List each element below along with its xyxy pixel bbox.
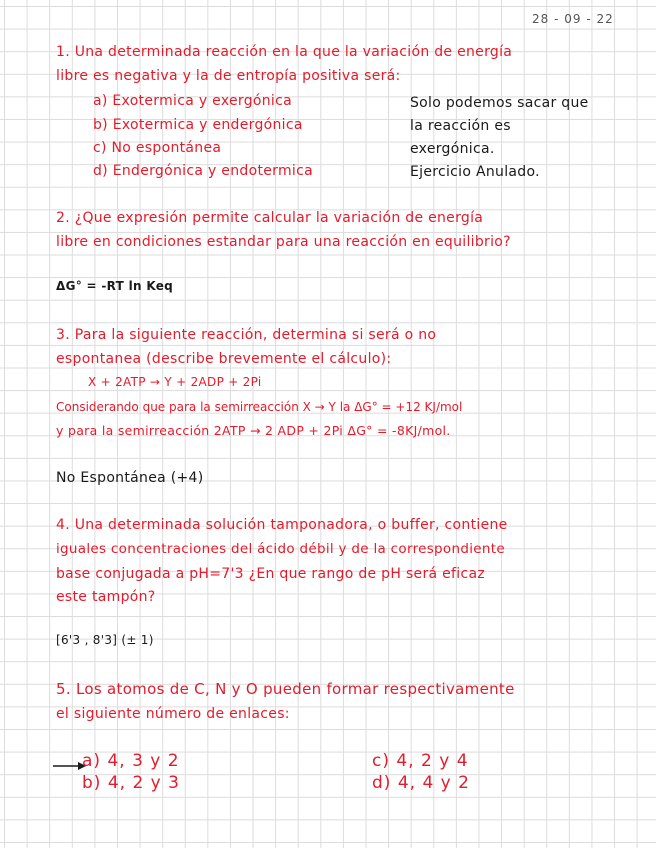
- q1-option-b: b) Exotermica y endergónica: [93, 117, 303, 133]
- q1-status: Ejercicio Anulado.: [410, 164, 540, 180]
- q1-line2: libre es negativa y la de entropía positiva será:: [56, 68, 401, 84]
- q2-answer: ΔG° = -RT ln Keq: [56, 279, 174, 293]
- q4-line3: base conjugada a pH=7'3 ¿En que rango de pH será eficaz: [56, 566, 485, 582]
- q4-line1: 4. Una determinada solución tamponadora, o buffer, contiene: [56, 517, 508, 533]
- q5-option-d: d) 4, 4 y 2: [372, 773, 470, 793]
- q5-line2: el siguiente número de enlaces:: [56, 706, 290, 722]
- q3-line4: y para la semirreacción 2ATP → 2 ADP + 2Pi ΔG° = -8KJ/mol.: [56, 423, 451, 438]
- q5-line1: 5. Los atomos de C, N y O pueden formar respectivamente: [56, 680, 515, 698]
- q3-line3: Considerando que para la semirreacción X → Y la ΔG° = +12 KJ/mol: [56, 400, 463, 414]
- q4-line4: este tampón?: [56, 589, 156, 605]
- q5-option-a: a) 4, 3 y 2: [82, 751, 180, 771]
- q1-note-1: Solo podemos sacar que: [410, 95, 589, 111]
- q5-option-b: b) 4, 2 y 3: [82, 773, 180, 793]
- q3-reaction: X + 2ATP → Y + 2ADP + 2Pi: [88, 375, 262, 389]
- q3-line1: 3. Para la siguiente reacción, determina si será o no: [56, 327, 437, 343]
- q1-option-a: a) Exotermica y exergónica: [93, 93, 292, 109]
- q2-line1: 2. ¿Que expresión permite calcular la variación de energía: [56, 210, 484, 226]
- q2-line2: libre en condiciones estandar para una reacción en equilibrio?: [56, 234, 511, 250]
- q1-note-3: exergónica.: [410, 141, 495, 157]
- q1-note-2: la reacción es: [410, 118, 511, 134]
- q3-answer: No Espontánea (+4): [56, 470, 204, 486]
- q4-line2: iguales concentraciones del ácido débil y de la correspondiente: [56, 541, 505, 557]
- q1-line1: 1. Una determinada reacción en la que la variación de energía: [56, 44, 513, 60]
- q1-option-d: d) Endergónica y endotermica: [93, 163, 313, 179]
- date: 28 - 09 - 22: [532, 12, 614, 26]
- q1-option-c: c) No espontánea: [93, 140, 222, 156]
- q4-answer: [6'3 , 8'3] (± 1): [56, 633, 154, 647]
- q3-line2: espontanea (describe brevemente el cálculo):: [56, 351, 392, 367]
- q5-option-c: c) 4, 2 y 4: [372, 751, 469, 771]
